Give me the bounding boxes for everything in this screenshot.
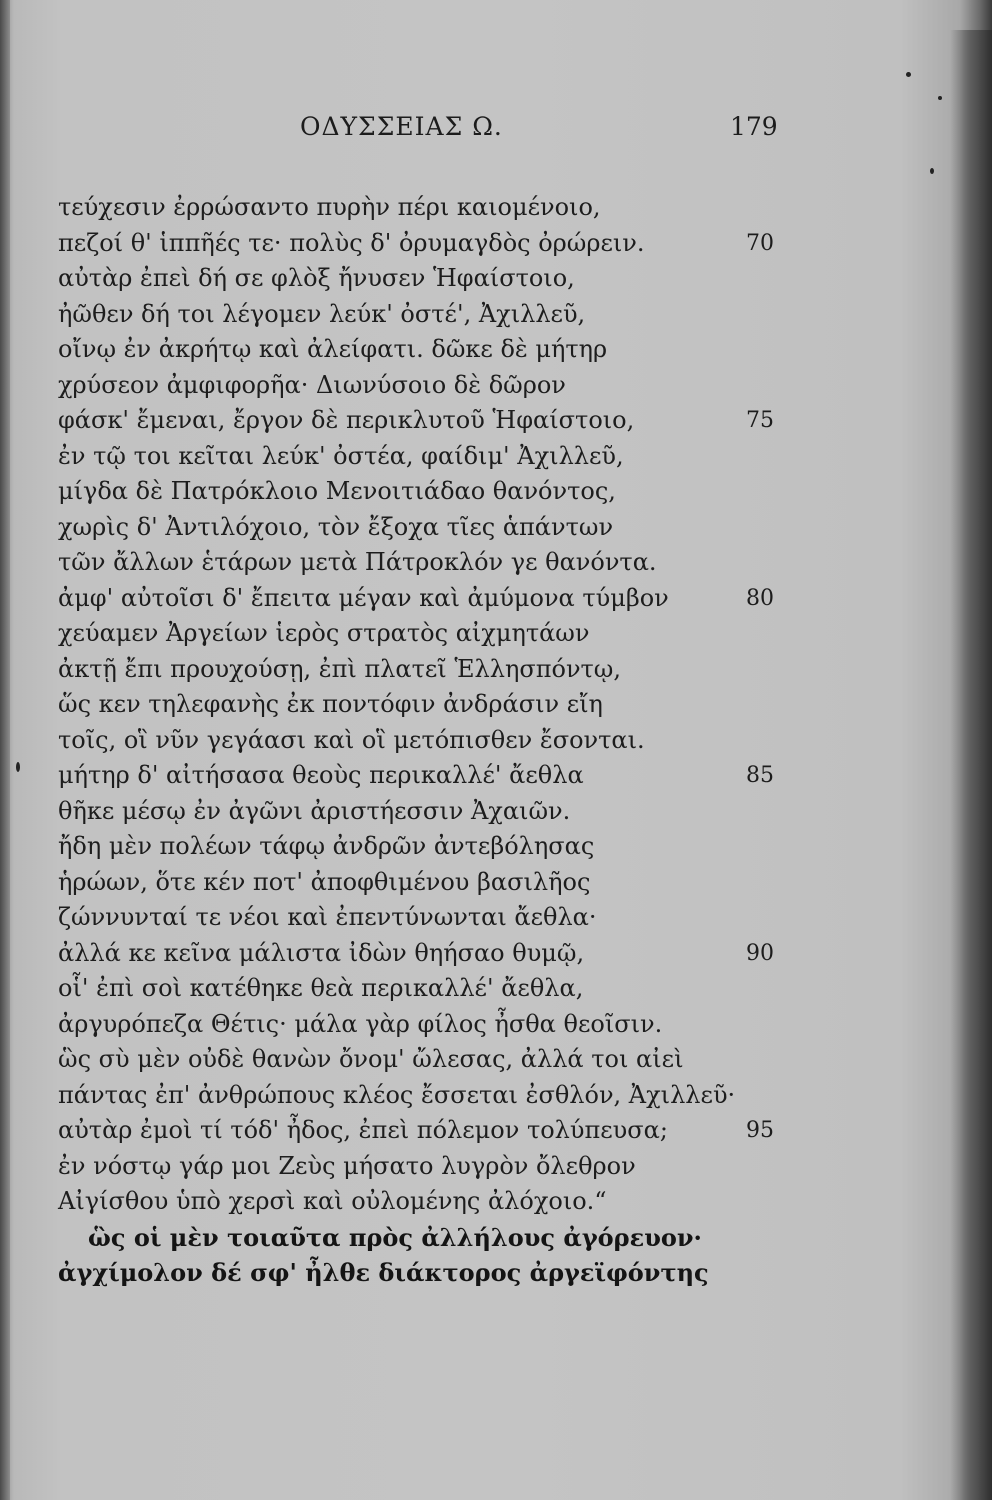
verse-text: ἀγχίμολον δέ σφ' ἦλθε διάκτορος ἀργεϊφόντης bbox=[58, 1258, 709, 1287]
running-title: ΟΔΥΣΣΕΙΑΣ Ω. bbox=[300, 112, 503, 141]
verse-text: χωρὶς δ' Ἀντιλόχοιο, τὸν ἔξοχα τῖες ἁπάντων bbox=[58, 512, 614, 541]
verse-number: 85 bbox=[746, 763, 774, 788]
verse-number: 75 bbox=[746, 408, 774, 433]
verse-text: Αἰγίσθου ὑπὸ χερσὶ καὶ οὐλομένης ἀλόχοιο.“ bbox=[58, 1187, 607, 1215]
verse-number: 90 bbox=[746, 940, 774, 966]
verse-line bbox=[58, 297, 938, 333]
verse-text: ἤδη μὲν πολέων τάφῳ ἀνδρῶν ἀντεβόλησας bbox=[58, 832, 595, 860]
verse-line bbox=[58, 723, 938, 759]
verse-number: 95 bbox=[746, 1118, 774, 1143]
verse-text: φάσκ' ἔμεναι, ἔργον δὲ περικλυτοῦ Ἡφαίστοιο, bbox=[58, 406, 635, 434]
verse-line bbox=[58, 794, 938, 830]
verse-text: ἀλλά κε κεῖνα μάλιστα ἰδὼν θηήσαο θυμῷ, bbox=[58, 938, 585, 967]
ink-speck bbox=[938, 96, 942, 100]
verse-line bbox=[58, 545, 938, 581]
verse-text: ἐν τῷ τοι κεῖται λεύκ' ὀστέα, φαίδιμ' Ἀχιλλεῦ, bbox=[58, 441, 624, 470]
verse-text: ἡρώων, ὅτε κέν ποτ' ἀποφθιμένου βασιλῆος bbox=[58, 867, 591, 896]
verse-line bbox=[58, 581, 938, 617]
verse-line bbox=[58, 439, 938, 475]
verse-text: πεζοί θ' ἱππῆές τε· πολὺς δ' ὀρυμαγδὸς ὀρώρειν. bbox=[58, 228, 645, 257]
verse-number: 80 bbox=[746, 585, 774, 611]
running-head bbox=[0, 112, 992, 152]
verse-text: ἀργυρόπεζα Θέτις· μάλα γὰρ φίλος ἦσθα θεοῖσιν. bbox=[58, 1009, 663, 1038]
verse-line bbox=[58, 1184, 938, 1220]
verse-text: τεύχεσιν ἐρρώσαντο πυρὴν πέρι καιομένοιο, bbox=[58, 193, 601, 221]
verse-number: 70 bbox=[746, 230, 774, 256]
ink-speck bbox=[930, 168, 934, 174]
verse-text: οἴνῳ ἐν ἀκρήτῳ καὶ ἀλείφατι. δῶκε δὲ μήτηρ bbox=[58, 335, 608, 363]
verse-line bbox=[58, 829, 938, 865]
verse-text: χεύαμεν Ἀργείων ἱερὸς στρατὸς αἰχμητάων bbox=[58, 619, 590, 647]
verse-line bbox=[58, 261, 938, 297]
verse-line bbox=[58, 616, 938, 652]
verse-line bbox=[58, 900, 938, 936]
verse-text: οἷ' ἐπὶ σοὶ κατέθηκε θεὰ περικαλλέ' ἄεθλα, bbox=[58, 974, 584, 1002]
verse-text: μήτηρ δ' αἰτήσασα θεοὺς περικαλλέ' ἄεθλα bbox=[58, 761, 584, 789]
verse-line bbox=[58, 368, 938, 404]
ink-speck bbox=[16, 762, 20, 772]
verse-text: ἀμφ' αὐτοῖσι δ' ἔπειτα μέγαν καὶ ἀμύμονα τύμβον bbox=[58, 583, 669, 612]
verse-block bbox=[58, 190, 938, 1310]
verse-text: χρύσεον ἀμφιφορῆα· Διωνύσοιο δὲ δῶρον bbox=[58, 370, 566, 399]
verse-line bbox=[58, 1078, 938, 1114]
verse-line bbox=[58, 758, 938, 794]
verse-line bbox=[58, 1007, 938, 1043]
verse-text: πάντας ἐπ' ἀνθρώπους κλέος ἔσσεται ἐσθλόν, Ἀχιλλεῦ· bbox=[58, 1080, 736, 1109]
page-right-edge-shadow bbox=[950, 30, 992, 1500]
verse-text: αὐτὰρ ἐπεὶ δή σε φλὸξ ἤνυσεν Ἡφαίστοιο, bbox=[58, 264, 575, 292]
verse-text: ἐν νόστῳ γάρ μοι Ζεὺς μήσατο λυγρὸν ὄλεθρον bbox=[58, 1151, 636, 1180]
verse-line bbox=[58, 403, 938, 439]
verse-line bbox=[58, 1149, 938, 1185]
page-left-edge bbox=[0, 0, 10, 1500]
verse-line bbox=[58, 332, 938, 368]
verse-line bbox=[58, 1113, 938, 1149]
verse-line bbox=[58, 474, 938, 510]
verse-line bbox=[58, 652, 938, 688]
verse-text: ὣς οἱ μὲν τοιαῦτα πρὸς ἀλλήλους ἀγόρευον· bbox=[88, 1222, 702, 1252]
verse-text: μίγδα δὲ Πατρόκλοιο Μενοιτιάδαο θανόντος, bbox=[58, 477, 616, 505]
verse-text: ζώννυνταί τε νέοι καὶ ἐπεντύνωνται ἄεθλα· bbox=[58, 903, 597, 931]
verse-text: ὣς σὺ μὲν οὐδὲ θανὼν ὄνομ' ὤλεσας, ἀλλά τοι αἰεὶ bbox=[58, 1045, 684, 1073]
verse-line bbox=[58, 510, 938, 546]
verse-text: ὥς κεν τηλεφανὴς ἐκ ποντόφιν ἀνδράσιν εἴη bbox=[58, 690, 603, 718]
verse-line bbox=[58, 1220, 938, 1256]
verse-line bbox=[58, 936, 938, 972]
verse-text: τοῖς, οἳ νῦν γεγάασι καὶ οἳ μετόπισθεν ἔσονται. bbox=[58, 725, 645, 754]
verse-line bbox=[58, 1042, 938, 1078]
verse-line bbox=[58, 971, 938, 1007]
verse-line bbox=[58, 687, 938, 723]
verse-text: ἀκτῇ ἔπι προυχούσῃ, ἐπὶ πλατεῖ Ἑλλησπόντῳ, bbox=[58, 654, 622, 683]
verse-line bbox=[58, 865, 938, 901]
verse-line bbox=[58, 190, 938, 226]
verse-line bbox=[58, 1255, 938, 1291]
ink-speck bbox=[906, 72, 911, 77]
verse-text: ἠῶθεν δή τοι λέγομεν λεύκ' ὀστέ', Ἀχιλλεῦ, bbox=[58, 299, 586, 328]
verse-text: αὐτὰρ ἐμοὶ τί τόδ' ἦδος, ἐπεὶ πόλεμον τολύπευσα; bbox=[58, 1116, 668, 1144]
verse-line bbox=[58, 226, 938, 262]
page-number: 179 bbox=[730, 112, 778, 141]
verse-text: τῶν ἄλλων ἑτάρων μετὰ Πάτροκλόν γε θανόντα. bbox=[58, 548, 657, 576]
verse-text: θῆκε μέσῳ ἐν ἀγῶνι ἀριστήεσσιν Ἀχαιῶν. bbox=[58, 796, 571, 825]
